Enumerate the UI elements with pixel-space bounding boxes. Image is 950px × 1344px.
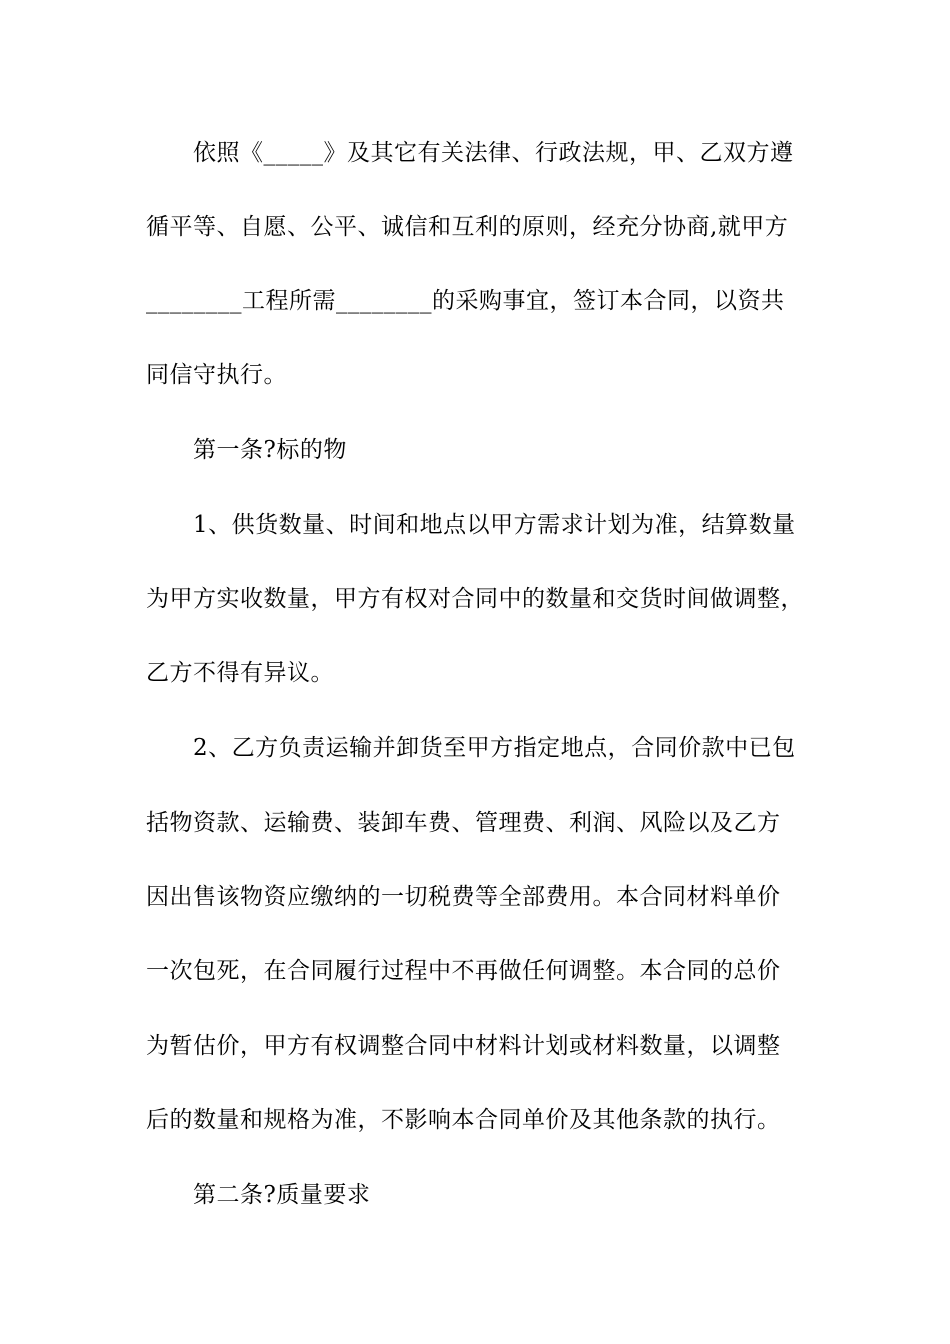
item-1-line-2: 为甲方实收数量，甲方有权对合同中的数量和交货时间做调整， [146,586,804,612]
paragraph-1-line-3: ________工程所需________的采购事宜，签订本合同，以资共 [146,288,785,314]
item-1-line-3: 乙方不得有异议。 [146,660,334,686]
item-2-line-2: 括物资款、运输费、装卸车费、管理费、利润、风险以及乙方 [146,810,781,836]
article-1-heading: 第一条?标的物 [193,437,347,463]
item-2-line-4: 一次包死，在合同履行过程中不再做任何调整。本合同的总价 [146,958,781,984]
item-2-line-3: 因出售该物资应缴纳的一切税费等全部费用。本合同材料单价 [146,884,781,910]
item-2-line-6: 后的数量和规格为准，不影响本合同单价及其他条款的执行。 [146,1107,781,1133]
article-2-heading: 第二条?质量要求 [193,1182,371,1208]
paragraph-1-line-2: 循平等、自愿、公平、诚信和互利的原则，经充分协商,就甲方 [146,214,789,240]
item-1-line-1: 1、供货数量、时间和地点以甲方需求计划为准，结算数量 [193,512,796,538]
paragraph-1-line-4: 同信守执行。 [146,362,287,388]
item-2-line-5: 为暂估价，甲方有权调整合同中材料计划或材料数量，以调整 [146,1033,781,1059]
paragraph-1-line-1: 依照《_____》及其它有关法律、行政法规，甲、乙双方遵 [193,140,794,166]
item-2-line-1: 2、乙方负责运输并卸货至甲方指定地点，合同价款中已包 [193,735,796,761]
